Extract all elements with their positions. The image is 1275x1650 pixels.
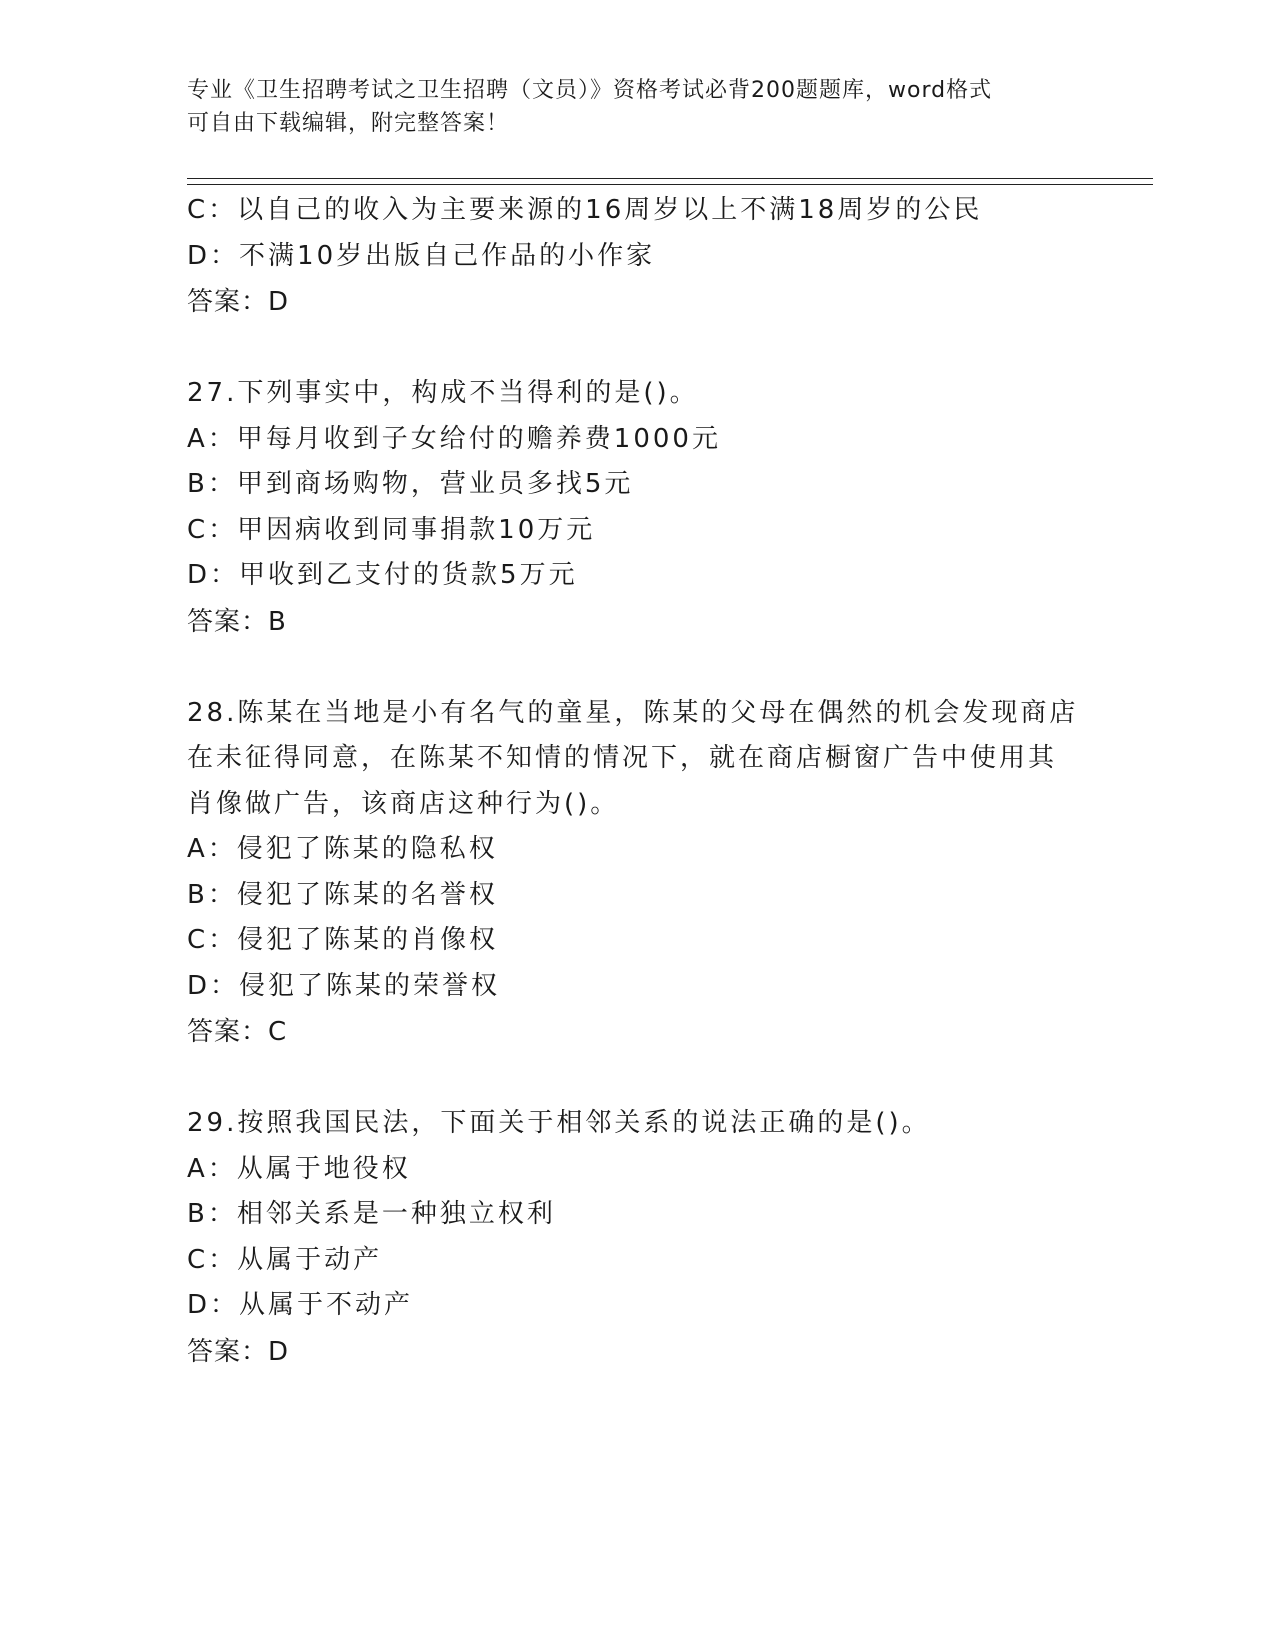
- header-title-line-2: 可自由下载编辑，附完整答案！: [187, 111, 510, 136]
- option-d: D：侵犯了陈某的荣誉权: [187, 970, 501, 1001]
- option-a: A：甲每月收到子女给付的赡养费1000元: [187, 423, 721, 454]
- option-d: D：从属于不动产: [187, 1290, 414, 1320]
- question-stem: 28.陈某在当地是小有名气的童星，陈某的父母在偶然的机会发现商店: [187, 697, 1079, 728]
- question-block-partial: [187, 188, 1107, 325]
- option-c: C：侵犯了陈某的肖像权: [187, 925, 499, 955]
- option-b: B：侵犯了陈某的名誉权: [187, 879, 498, 910]
- option-d: D：甲收到乙支付的货款5万元: [187, 560, 578, 590]
- question-spacer: [187, 1055, 1107, 1101]
- question-stem: 在未征得同意，在陈某不知情的情况下，就在商店橱窗广告中使用其: [187, 743, 1058, 773]
- header-divider-bottom: [187, 184, 1153, 185]
- option-a: A：侵犯了陈某的隐私权: [187, 834, 498, 864]
- question-stem: 肖像做广告，该商店这种行为()。: [187, 788, 620, 819]
- question-block-29: [187, 1101, 1107, 1375]
- header-divider-top: [187, 178, 1153, 179]
- option-c: C：甲因病收到同事捐款10万元: [187, 514, 596, 545]
- option-a: A：从属于地役权: [187, 1153, 411, 1184]
- answer-line: 答案：D: [187, 1336, 290, 1367]
- question-content: [187, 188, 1107, 1375]
- answer-line: 答案：B: [187, 606, 287, 637]
- question-spacer: [187, 325, 1107, 371]
- question-block-28: [187, 691, 1107, 1056]
- option-b: B：相邻关系是一种独立权利: [187, 1199, 556, 1229]
- header-title-line-1: 专业《卫生招聘考试之卫生招聘（文员）》资格考试必背200题题库，word格式: [187, 78, 993, 103]
- question-stem: 29.按照我国民法，下面关于相邻关系的说法正确的是()。: [187, 1108, 931, 1138]
- option-d: D：不满10岁出版自己作品的小作家: [187, 240, 656, 271]
- answer-line: 答案：C: [187, 1017, 288, 1047]
- document-header: [187, 74, 1087, 140]
- option-c: C：以自己的收入为主要来源的16周岁以上不满18周岁的公民: [187, 195, 983, 225]
- option-b: B：甲到商场购物，营业员多找5元: [187, 469, 634, 499]
- question-stem: 27.下列事实中，构成不当得利的是()。: [187, 378, 699, 408]
- question-block-27: [187, 371, 1107, 645]
- question-spacer: [187, 645, 1107, 691]
- answer-line: 答案：D: [187, 287, 290, 317]
- option-c: C：从属于动产: [187, 1244, 383, 1275]
